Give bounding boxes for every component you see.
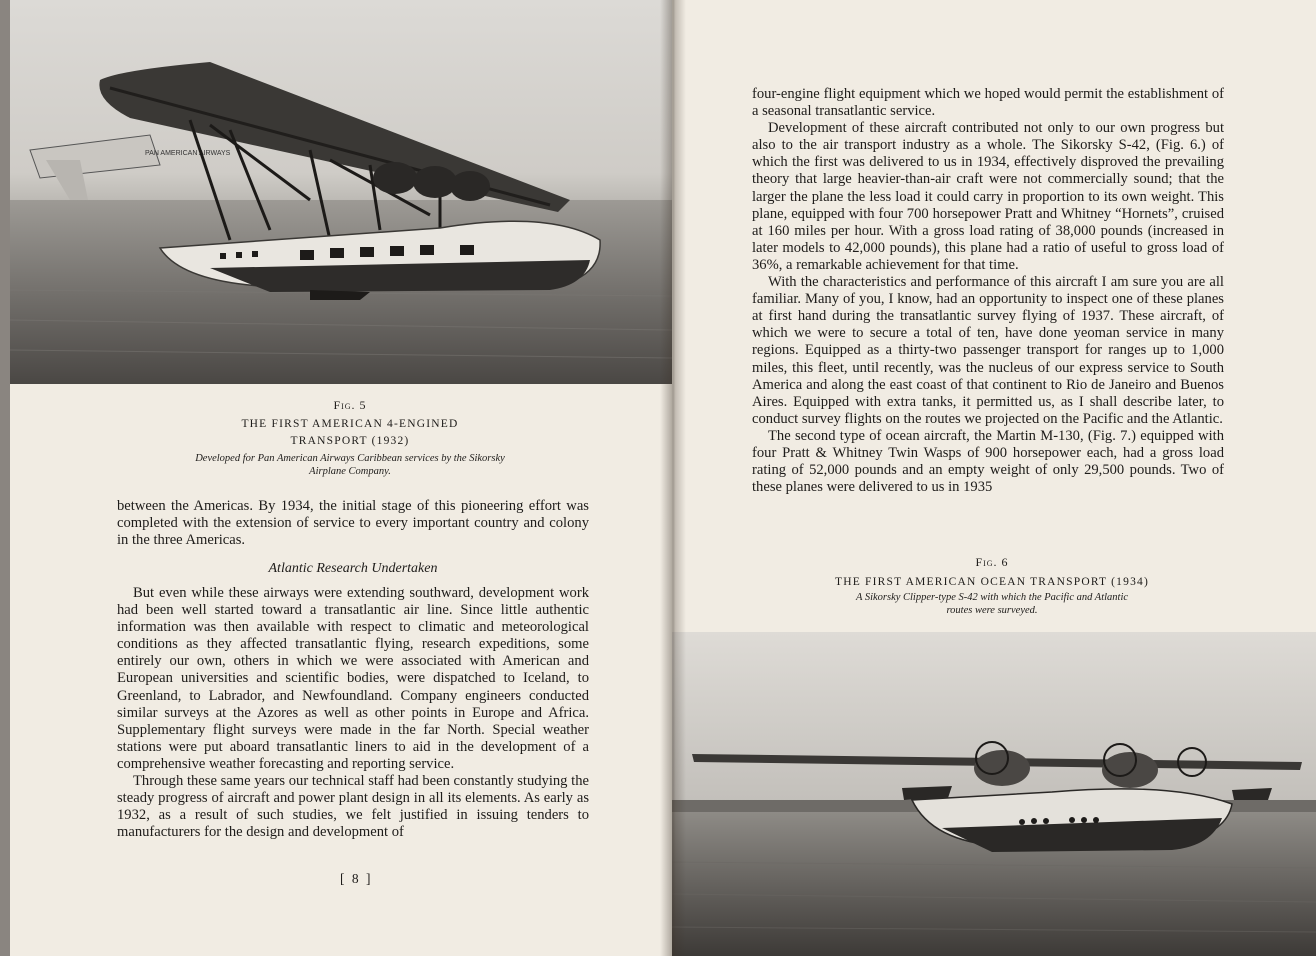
left-paragraph-2: But even while these airways were extending southward, development work had been well started toward a transatlantic air line. Since little authentic information was then available with respect to climatic and meteorological conditions as they affected transatlantic flying, research expeditions, some entirely our own, others in which we were associated with American and European universities and scientific bodies, were dispatched to Iceland, to Greenland, to Labrador, and Newfoundland. Company engineers conducted similar surveys at the Azores as well as other points in Europe and Africa. Supplementary flight surveys were made in the far North. Special weather stations were put aboard transatlantic liners to aid in the development of a comprehensive weather forecasting and reporting service. (117, 585, 589, 772)
right-paragraph-4: The second type of ocean aircraft, the Martin M-130, (Fig. 7.) equipped with four Pratt & Whitney Twin Wasps of 900 horsepower each, had a gross load rating of 52,000 pounds and an empty weight of only 29,500 pounds. Two of these planes were delivered to us in 1935 (752, 427, 1224, 496)
fig5-subtitle-line2: Airplane Company. (309, 466, 391, 477)
fig6-subtitle-line2: routes were surveyed. (946, 605, 1038, 616)
fig5-title-line1: THE FIRST AMERICAN 4-ENGINED (241, 418, 459, 430)
fig5-photo (10, 0, 672, 384)
fig6-subtitle-line1: A Sikorsky Clipper-type S-42 with which the Pacific and Atlantic (855, 592, 1129, 603)
left-page (10, 0, 672, 956)
fig5-caption (130, 398, 570, 478)
clipper-image (672, 632, 1316, 956)
fig6-number: Fig. 6 (975, 555, 1009, 569)
section-heading: Atlantic Research Undertaken (268, 561, 438, 576)
fig5-number: Fig. 5 (333, 398, 367, 412)
left-paragraph-1: between the Americas. By 1934, the initial stage of this pioneering effort was completed with the extension of service to every important country and colony in the three Americas. (117, 498, 589, 549)
fig6-title: THE FIRST AMERICAN OCEAN TRANSPORT (1934) (835, 576, 1149, 588)
fig6-caption (782, 555, 1202, 617)
left-body-top (117, 498, 589, 549)
fig6-photo (672, 632, 1316, 956)
flying-boat-image (10, 0, 672, 384)
page-number: [ 8 ] (340, 871, 373, 886)
right-paragraph-1: four-engine flight equipment which we hoped would permit the establishment of a seasonal transatlantic service. (752, 86, 1224, 120)
right-body (752, 86, 1224, 496)
photo-marking: PAN AMERICAN AIRWAYS (145, 150, 231, 157)
right-paragraph-3: With the characteristics and performance of this aircraft I am sure you are all familiar. Many of you, I know, had an opportunity to inspect one of these planes at first hand during the transatlantic survey flying of 1937. These aircraft, of which we were to secure a total of ten, have done yeoman service in many regions. Equipped as a thirty-two passenger transport for ranges up to 1,000 miles, this fleet, until recently, was the nucleus of our express service to South America and along the east coast of that continent to Rio de Janeiro and Buenos Aires. Equipped with extra tanks, it permitted us, as I shall describe later, to conduct survey flights on the routes we projected on the Pacific and the Atlantic. (752, 274, 1224, 427)
left-body-bottom (117, 585, 589, 841)
right-page (672, 0, 1316, 956)
left-paragraph-3: Through these same years our technical staff had been constantly studying the steady progress of aircraft and power plant design in all its elements. As early as 1932, as a result of such studies, we felt justified in issuing tenders to manufacturers for the design and development of (117, 773, 589, 841)
right-paragraph-2: Development of these aircraft contributed not only to our own progress but also to the air transport industry as a whole. The Sikorsky S-42, (Fig. 6.) of which the first was delivered to us in 1934, effectively disproved the prevailing theory that large heavier-than-air craft were not commercially sound; that the larger the plane the less load it could carry in proportion to its own weight. This plane, equipped with four 700 horsepower Pratt and Whitney “Hornets”, cruised at 160 miles per hour. With a gross load rating of 38,000 pounds (increased in later models to 42,000 pounds), this plane had a ratio of useful to gross load of 36%, a remarkable achievement for that time. (752, 120, 1224, 273)
fig5-title-line2: TRANSPORT (1932) (290, 435, 410, 447)
book-gutter (660, 0, 686, 956)
fig5-subtitle-line1: Developed for Pan American Airways Caribbean services by the Sikorsky (195, 453, 505, 464)
